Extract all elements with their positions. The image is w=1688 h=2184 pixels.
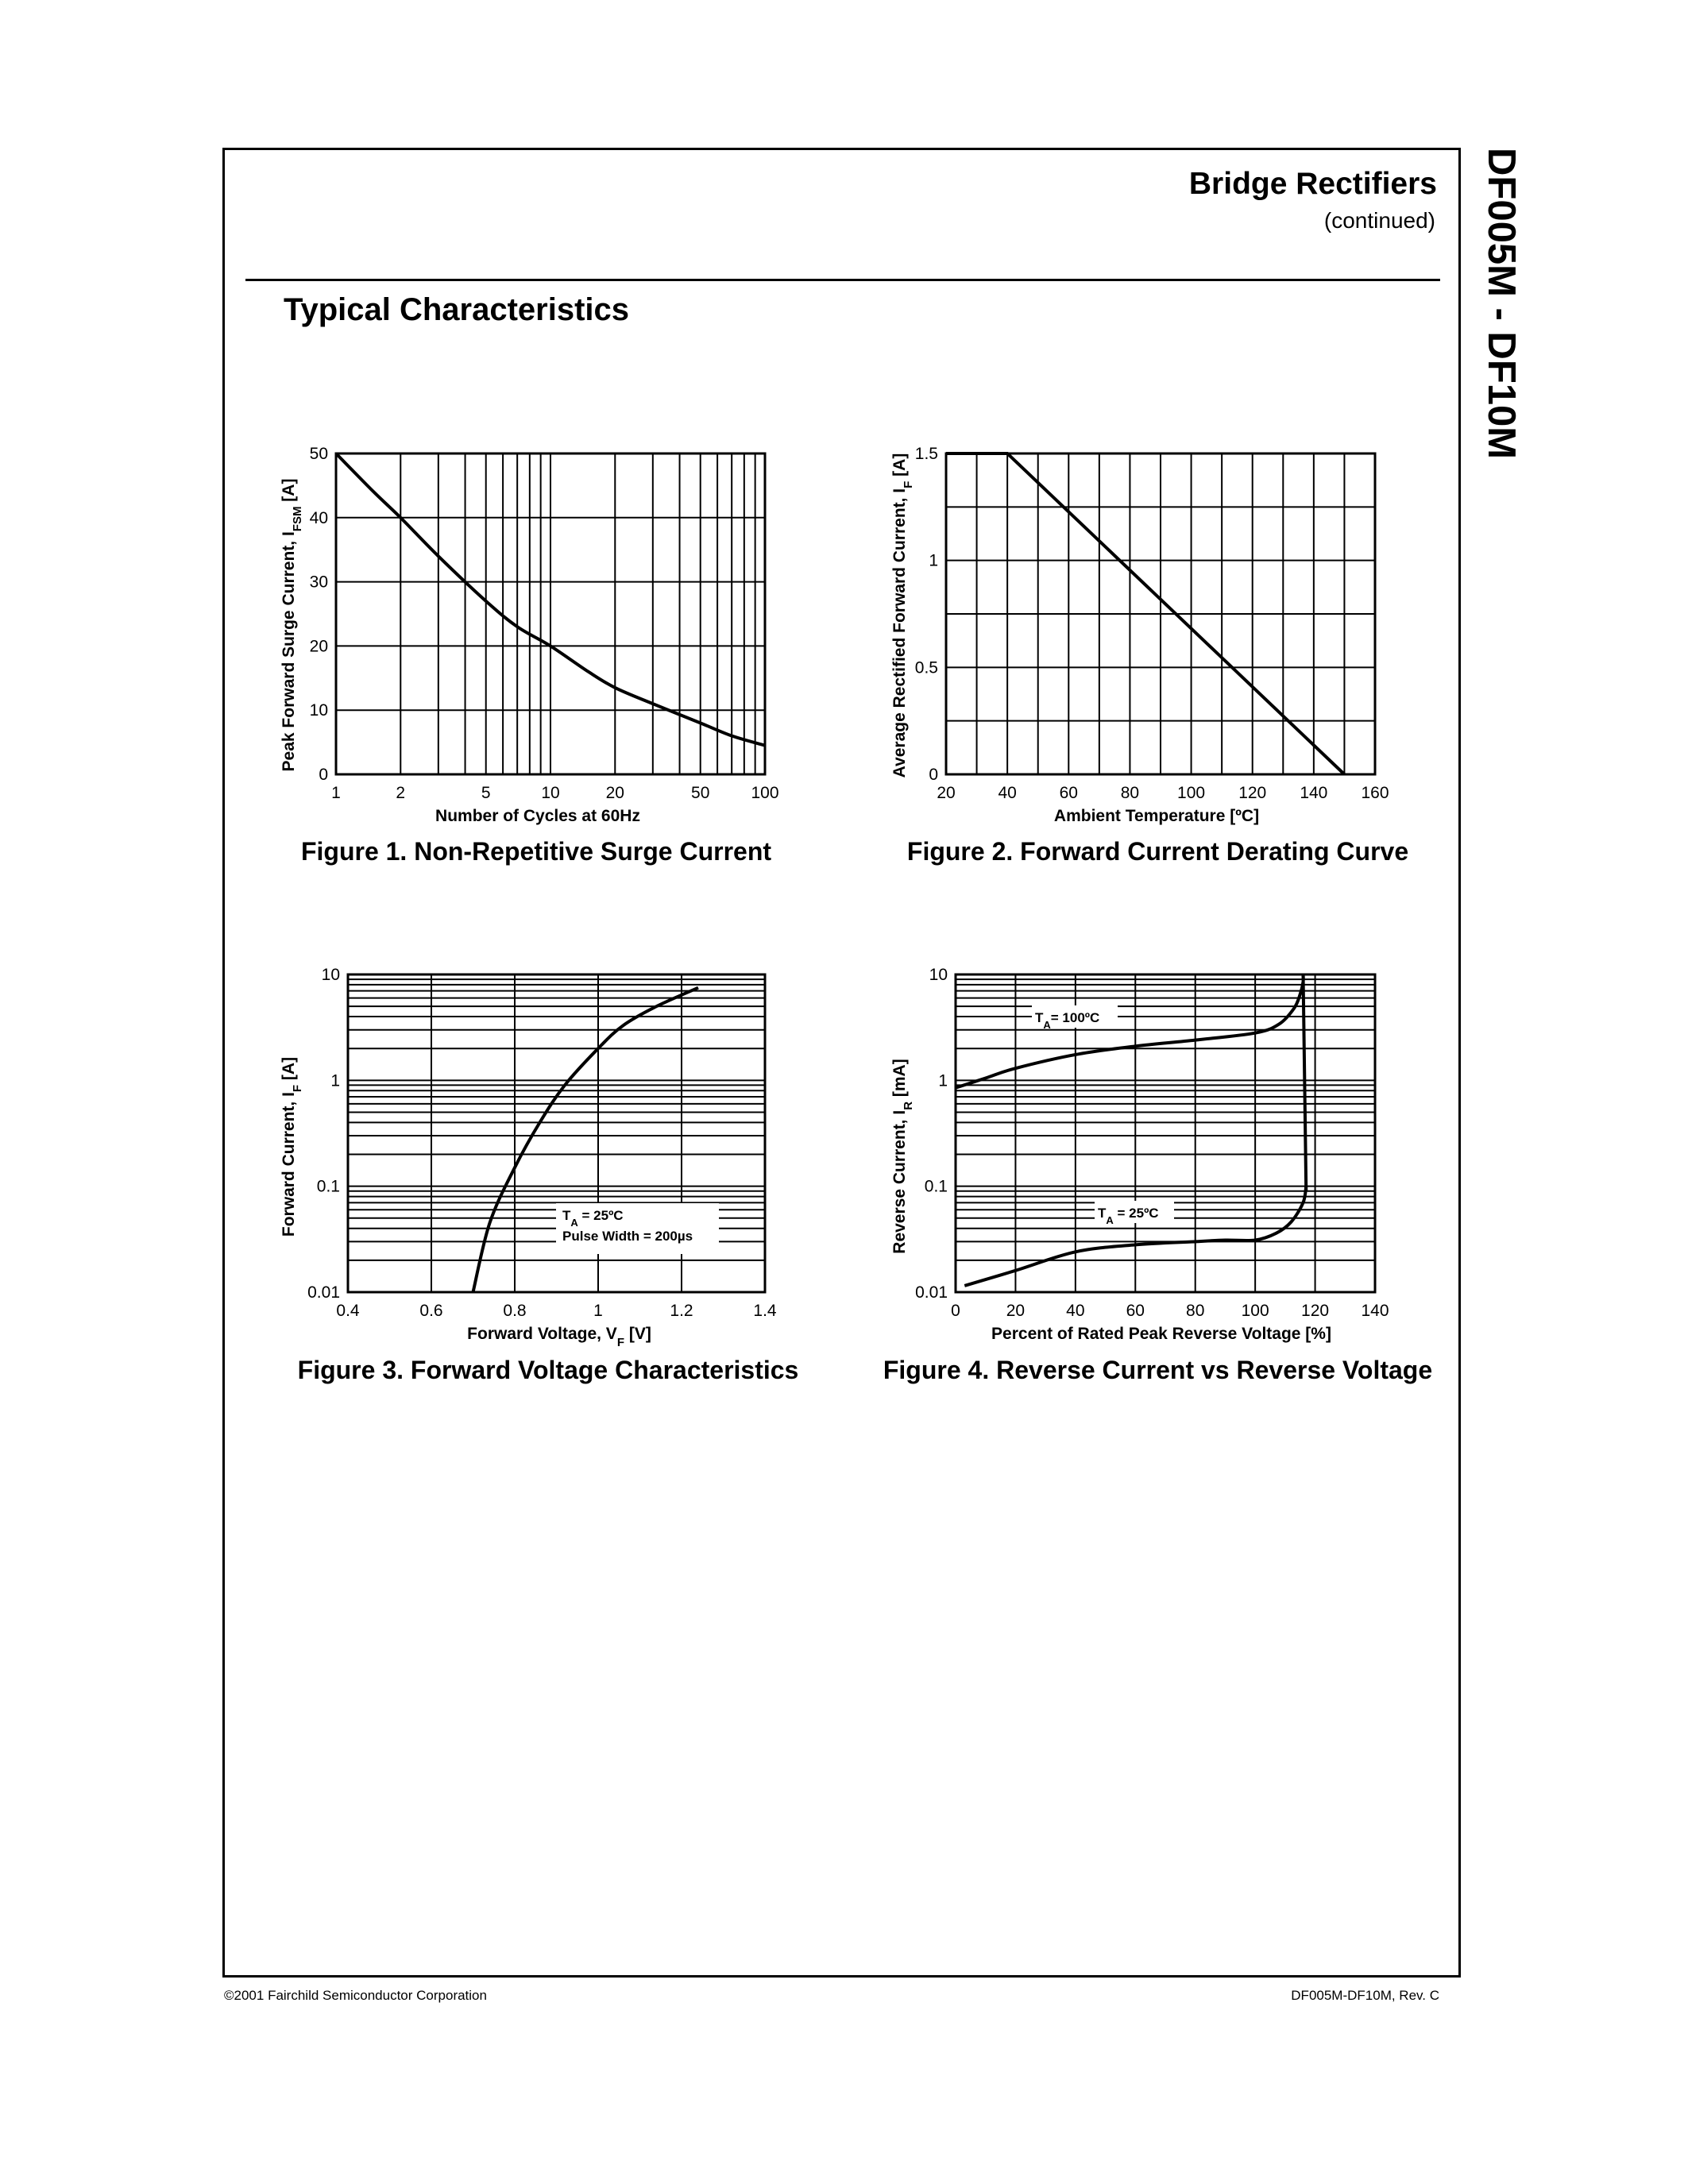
figure-1-y-tick-label: 30 [309,573,328,592]
figure-1-x-tick-label: 10 [541,784,560,802]
figure-2-y-tick-label: 0.5 [914,658,938,677]
page-title: Bridge Rectifiers [1188,167,1437,201]
figure-2-x-axis-label: Ambient Temperature [ºC] [1053,807,1260,825]
figure-4-y-tick-label: 0.01 [915,1283,948,1302]
figure-4-annotation-cold: $T_A$ = 25ºC [1098,1206,1159,1226]
figure-3-x-tick-label: 0.4 [336,1302,360,1320]
figure-3-y-tick-label: 1 [330,1071,340,1090]
figure-4-y-tick-label: 0.1 [924,1177,948,1196]
figure-4-y-axis-label: Reverse Current, $I_R$ [mA] [890,1059,915,1254]
figure-3-y-tick-label: 10 [321,966,340,984]
figure-4-x-tick-label: 60 [1126,1302,1145,1320]
figure-1-y-axis-label: Peak Forward Surge Current, $I_{FSM}$ [A] [280,478,304,772]
figure-3-x-tick-label: 1.4 [753,1302,777,1320]
figure-3-annotation-temp: $T_A$ = 25ºC [562,1208,624,1229]
figure-1-y-tick-label: 50 [309,445,328,463]
figure-4-y-tick-label: 10 [929,966,948,984]
figure-2-x-tick-label: 140 [1300,784,1328,802]
figure-4-x-tick-label: 120 [1301,1302,1330,1320]
page-subtitle: (continued) [1323,208,1435,233]
figure-4-x-tick-label: 100 [1241,1302,1269,1320]
figure-1-y-tick-label: 20 [309,637,328,656]
figure-2-x-tick-label: 60 [1059,784,1078,802]
figure-2-y-tick-label: 0 [929,766,938,784]
figure-3-y-axis-label: Forward Current, $I_F$ [A] [280,1056,304,1237]
figure-3-annotation-pulse: Pulse Width = 200µs [562,1229,693,1244]
figure-1-caption: Figure 1. Non-Repetitive Surge Current [300,837,772,866]
figure-4-x-tick-label: 0 [951,1302,960,1320]
figure-4-caption: Figure 4. Reverse Current vs Reverse Voltage [883,1356,1433,1384]
section-title: Typical Characteristics [284,292,630,327]
figure-4-x-tick-label: 40 [1066,1302,1085,1320]
footer-copyright: ©2001 Fairchild Semiconductor Corporation [224,1988,487,2003]
figure-3-caption: Figure 3. Forward Voltage Characteristics [297,1356,799,1384]
figure-3-y-tick-label: 0.01 [307,1283,340,1302]
figure-3-y-tick-label: 0.1 [316,1177,340,1196]
figure-3-x-tick-label: 1.2 [670,1302,693,1320]
figure-1-x-tick-label: 50 [691,784,710,802]
figure-1-x-tick-label: 20 [605,784,624,802]
figure-3-x-tick-label: 1 [593,1302,603,1320]
figure-1-x-tick-label: 5 [481,784,491,802]
figure-2-x-tick-label: 80 [1120,784,1140,802]
figure-1-x-tick-label: 100 [751,784,779,802]
figure-3-x-axis-label: Forward Voltage, $V_F$ [V] [467,1325,651,1349]
figure-2-x-tick-label: 40 [998,784,1017,802]
figure-2-y-axis-label: Average Rectified Forward Current, $I_F$ [A] [890,453,915,778]
figure-4-x-tick-label: 20 [1006,1302,1026,1320]
figure-2-x-tick-label: 100 [1177,784,1206,802]
figure-4-x-axis-label: Percent of Rated Peak Reverse Voltage [%] [991,1325,1331,1343]
figure-1-y-tick-label: 40 [309,508,328,527]
figure-1-x-axis-label: Number of Cycles at 60Hz [435,807,640,825]
figure-2-x-tick-label: 120 [1238,784,1267,802]
figure-4-x-tick-label: 140 [1361,1302,1389,1320]
figure-2-x-tick-label: 20 [937,784,956,802]
figure-2-y-tick-label: 1.5 [914,445,938,463]
figure-2-y-tick-label: 1 [929,551,938,570]
figure-2-x-tick-label: 160 [1361,784,1389,802]
figure-3-x-tick-label: 0.6 [419,1302,443,1320]
figure-1-y-tick-label: 10 [309,701,328,720]
side-part-text: DF005M - DF10M [1480,148,1523,460]
figure-3-x-tick-label: 0.8 [503,1302,527,1320]
footer-docid: DF005M-DF10M, Rev. C [1291,1988,1439,2003]
figure-1-x-tick-label: 1 [331,784,341,802]
figure-2-caption: Figure 2. Forward Current Derating Curve [906,837,1409,866]
figure-4-annotation-hot: $T_A=$ 100ºC [1035,1010,1100,1031]
figure-1-x-tick-label: 2 [396,784,406,802]
figure-1-y-tick-label: 0 [319,766,328,784]
figure-4-x-tick-label: 80 [1186,1302,1205,1320]
figure-4-y-tick-label: 1 [938,1071,948,1090]
